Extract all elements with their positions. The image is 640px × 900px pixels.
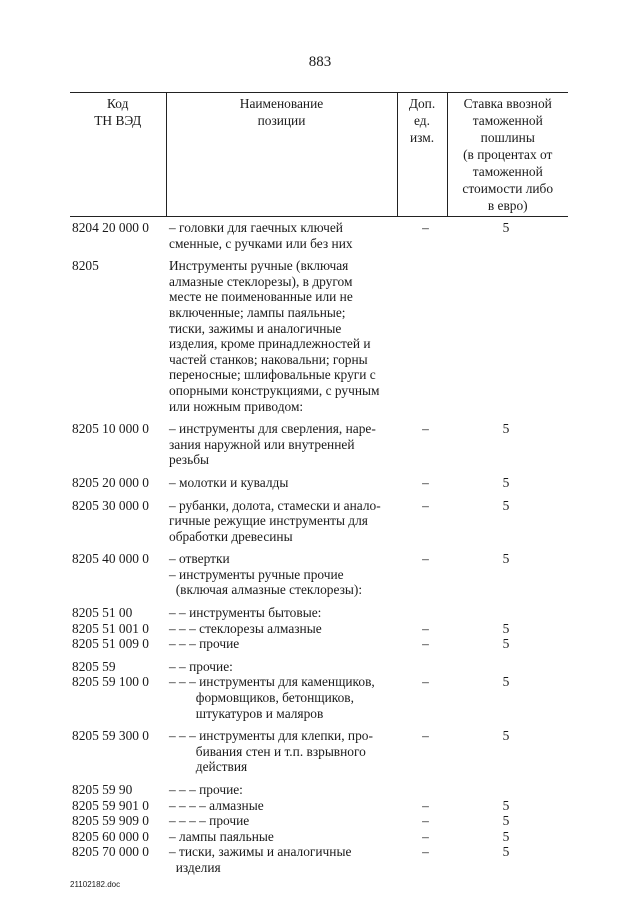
- row-rate: [447, 598, 568, 621]
- row-name: – молотки и кувалды: [169, 474, 289, 490]
- table-row: [70, 636, 568, 652]
- row-rate: [447, 251, 568, 414]
- row-rate: 5: [502, 844, 510, 860]
- row-name: – – – прочие:: [169, 782, 243, 797]
- row-code: 8205 20 000 0: [72, 474, 149, 490]
- row-unit: –: [422, 674, 429, 690]
- row-unit: –: [422, 421, 429, 437]
- table-row: [70, 217, 568, 252]
- row-code: 8205 59 300 0: [72, 728, 149, 744]
- row-rate: 5: [502, 797, 510, 813]
- row-code: 8205: [72, 258, 99, 274]
- row-unit: –: [422, 474, 429, 490]
- row-code: 8204 20 000 0: [72, 220, 149, 235]
- header-rate: Ставка ввозной таможенной пошлины (в процентах от таможенной стоимости либо в евро): [447, 93, 568, 217]
- row-rate: 5: [502, 421, 510, 437]
- table-row: [70, 468, 568, 491]
- row-rate: 5: [502, 220, 510, 235]
- row-rate: 5: [502, 636, 510, 652]
- table-row: [70, 674, 568, 721]
- row-code: 8205 60 000 0: [72, 828, 149, 844]
- row-unit: [397, 598, 447, 621]
- table-row: [70, 798, 568, 814]
- table-row: [70, 251, 568, 414]
- row-unit: –: [422, 797, 429, 813]
- table-row: [70, 544, 568, 567]
- row-name: – отвертки: [169, 551, 230, 567]
- row-name: – – – стеклорезы алмазные: [169, 620, 322, 636]
- row-name: – рубанки, долота, стамески и анало- гичные режущие инструменты для обработки древесины: [169, 497, 381, 544]
- row-name: – инструменты ручные прочие (включая алмазные стеклорезы):: [169, 566, 363, 598]
- row-name: – лампы паяльные: [169, 828, 274, 844]
- row-name: – инструменты для сверления, наре- зания наружной или внутренней резьбы: [169, 421, 376, 468]
- header-name: Наименование позиции: [166, 93, 397, 217]
- row-rate: 5: [502, 813, 510, 829]
- table-row: [70, 567, 568, 598]
- row-code: 8205 70 000 0: [72, 844, 149, 860]
- footer-file-name: 21102182.doc: [70, 880, 121, 889]
- row-unit: [397, 567, 447, 598]
- row-name: – – – инструменты для клепки, про- бивания стен и т.п. взрывного действия: [169, 728, 373, 775]
- row-code: 8205 51 009 0: [72, 636, 149, 652]
- table-row: [70, 414, 568, 468]
- row-rate: 5: [502, 828, 510, 844]
- table-body: [70, 217, 568, 876]
- tariff-table: [70, 92, 568, 876]
- row-name: – – – инструменты для каменщиков, формовщиков, бетонщиков, штукатуров и маляров: [169, 674, 375, 721]
- table-row: [70, 813, 568, 829]
- row-rate: 5: [502, 674, 510, 690]
- row-rate: 5: [502, 497, 510, 513]
- table-row: [70, 721, 568, 775]
- header-row: [70, 93, 568, 217]
- row-unit: –: [422, 636, 429, 652]
- row-name: Инструменты ручные (включая алмазные стеклорезы), в другом месте не поименованные или не включенные; лампы паяльные; тиски, зажимы и аналогичные изделия, кроме принадлежностей и частей станков; наковальни; горны переносные; шлифовальные круги с опорными конструкциями, с ручным или ножным приводом:: [169, 258, 380, 414]
- page-number: 883: [308, 54, 332, 70]
- row-name: – – – – прочие: [169, 813, 250, 829]
- table-row: [70, 844, 568, 875]
- row-rate: 5: [502, 474, 510, 490]
- row-rate: 5: [502, 728, 510, 744]
- tariff-table-container: [70, 92, 568, 876]
- row-code: 8205 40 000 0: [72, 551, 149, 567]
- row-unit: –: [422, 620, 429, 636]
- row-code: 8205 51 00: [72, 605, 133, 621]
- row-unit: [397, 251, 447, 414]
- header-code: Код ТН ВЭД: [70, 93, 166, 217]
- row-code: 8205 10 000 0: [72, 421, 149, 437]
- row-rate: 5: [502, 620, 510, 636]
- header-unit: Доп. ед. изм.: [397, 93, 447, 217]
- row-name: – – инструменты бытовые:: [169, 605, 322, 621]
- row-code: 8205 59 909 0: [72, 813, 149, 829]
- row-code: 8205 59 100 0: [72, 674, 149, 690]
- table-row: [70, 491, 568, 545]
- row-code: [70, 567, 166, 598]
- row-name: – головки для гаечных ключей сменные, с ручками или без них: [169, 220, 353, 251]
- row-rate: 5: [502, 551, 510, 567]
- row-unit: –: [422, 844, 429, 860]
- table-row: [70, 775, 568, 798]
- row-unit: –: [422, 497, 429, 513]
- table-row: [70, 598, 568, 621]
- row-rate: [447, 652, 568, 675]
- row-code: 8205 59 90: [72, 782, 133, 797]
- row-code: 8205 59 901 0: [72, 797, 149, 813]
- row-name: – – прочие:: [169, 658, 233, 674]
- row-code: 8205 30 000 0: [72, 497, 149, 513]
- row-unit: –: [422, 728, 429, 744]
- row-unit: –: [422, 828, 429, 844]
- row-unit: [397, 775, 447, 798]
- table-row: [70, 652, 568, 675]
- row-unit: –: [422, 551, 429, 567]
- row-unit: –: [422, 220, 429, 235]
- table-row: [70, 621, 568, 637]
- row-unit: [397, 652, 447, 675]
- row-code: 8205 51 001 0: [72, 620, 149, 636]
- row-rate: [447, 567, 568, 598]
- row-name: – – – прочие: [169, 636, 240, 652]
- row-rate: [447, 775, 568, 798]
- row-unit: –: [422, 813, 429, 829]
- table-header: [70, 93, 568, 217]
- row-name: – – – – алмазные: [169, 797, 264, 813]
- table-row: [70, 829, 568, 845]
- row-code: 8205 59: [72, 658, 116, 674]
- row-name: – тиски, зажимы и аналогичные изделия: [169, 844, 352, 875]
